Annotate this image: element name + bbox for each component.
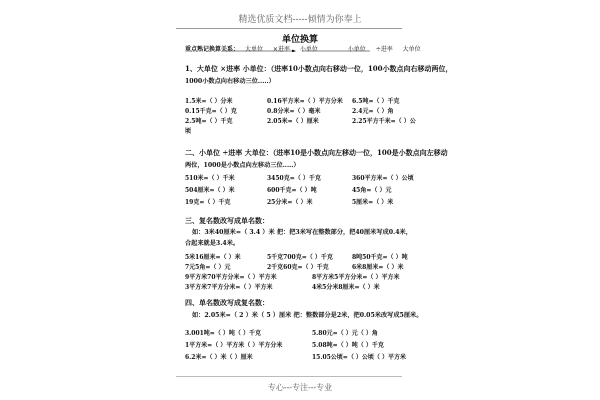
s3-r4-c1: 3平方米7平方分米=（ ）平方米 xyxy=(185,284,273,291)
s1-r3-c2: 2.05米=（ ）厘米 xyxy=(267,118,319,125)
s2-r3-c2: 25分米=（ ）米 xyxy=(267,199,313,206)
s1-r3-c1: 2.5吨=（ ）千克 xyxy=(185,118,233,125)
section4-heading: 四、单名数改写成复名数： xyxy=(185,298,269,307)
s1-r2-c3: 2.4元=（ ）角 xyxy=(352,108,394,115)
s3-r3-c1: 9平方米70平方分米=（ ）平方米 xyxy=(185,274,277,281)
s2-r3-c1: 19克=（ ）千克 xyxy=(185,199,231,206)
s3-r2-c1: 7元5角=（ ）元 xyxy=(185,264,231,271)
s1-r3-c3: 2.25平方千米=（ ）公 xyxy=(352,118,416,125)
key-big2: 大单位 xyxy=(402,46,421,53)
section2-heading: 二、小单位 ÷进率 大单位：（进率10是小数点向左移动一位，100是小数点向左移动 xyxy=(185,148,448,157)
s2-r2-c3: 45角=（ ）元 xyxy=(352,187,392,194)
s2-r1-c2: 3450克=（ ）千克 xyxy=(267,175,321,182)
s4-r3-c1: 6.2米=（ ）米（ ）厘米 xyxy=(185,354,253,361)
doc-footer: 专心---专注---专业 xyxy=(267,383,333,392)
s4-r2-c1: 1平方米=（ ）平方米（ ）平方分米 xyxy=(185,342,283,349)
s1-r1-c2: 0.16平方米=（ ）平方分米 xyxy=(267,98,343,105)
s3-r2-c2: 2千克60克=（ ）千克 xyxy=(267,264,329,271)
doc-title: 单位换算 xyxy=(281,35,318,45)
s1-r1-c3: 6.5吨=（ ）千克 xyxy=(352,98,400,105)
s1-r4-c1: 顷 xyxy=(185,128,192,135)
doc-header: 精选优质文档-----倾情为你奉上 xyxy=(238,15,362,25)
key-big: 大单位 xyxy=(244,46,263,53)
footer-divider xyxy=(176,376,402,377)
key-small: 小单位 xyxy=(299,46,318,53)
s3-r4-c3: 4米5分米8厘米=（ ）米 xyxy=(312,284,380,291)
s1-r2-c2: 0.8分米=（ ）毫米 xyxy=(267,108,321,115)
s3-r2-c3: 6米8厘米=（ ）米 xyxy=(352,264,404,271)
s2-r3-c3: 5厘米=（ ）米 xyxy=(352,199,394,206)
section1-heading2: 1000小数点向右移动三位.....） xyxy=(185,78,275,85)
s3-r1-c3: 8吨50千克=（ ）吨 xyxy=(352,254,408,261)
section2-heading2: 两位，1000是小数点向左移动三位.....） xyxy=(185,162,300,169)
section1-heading: 1、大单位 ×进率 小单位：（进率10小数点向右移动一位，100小数点向右移动两位， xyxy=(185,64,453,73)
s4-r3-c2: 15.05公顷=（ ）公顷（ ）平方米 xyxy=(312,354,406,361)
s3-r1-c2: 5千克700克=（ ）千克 xyxy=(267,254,333,261)
key-arrows xyxy=(222,46,370,52)
header-divider xyxy=(176,28,402,29)
section3-example2: 合起来就是3.4米。 xyxy=(185,240,240,247)
key-rate2: ÷进率 xyxy=(375,46,393,53)
section3-heading: 三、复名数改写成单名数： xyxy=(185,216,269,225)
key-small2: 小单位 xyxy=(347,46,366,53)
s2-r1-c1: 510米=（ ）千米 xyxy=(185,175,235,182)
key-label: 重点熟记换算关系： xyxy=(185,46,240,53)
s1-r1-c1: 1.5米=（ ）分米 xyxy=(185,98,233,105)
s2-r2-c1: 504厘米=（ ）米 xyxy=(185,187,235,194)
s3-r3-c3: 8平方米5平方分米=（ ）平方米 xyxy=(312,274,400,281)
s4-r2-c2: 5.08吨=（ ）吨（ ）千克 xyxy=(312,342,384,349)
key-rate: ×进率 xyxy=(272,46,290,53)
s1-r2-c1: 0.15千克=（ ）克 xyxy=(185,108,237,115)
s2-r1-c3: 360平方米=（ ）公顷 xyxy=(352,175,414,182)
s4-r1-c1: 3.001吨=（ ）吨（ ）千克 xyxy=(185,330,261,337)
s2-r2-c2: 600千克=（ ）吨 xyxy=(267,187,317,194)
s4-r1-c2: 5.80元=（ ）元（ ）角 xyxy=(312,330,378,337)
section3-example: 如：3米40厘米=（ 3.4 ）米 把：把3米写在整数部分，把40厘米写成0.4米， xyxy=(192,229,412,236)
s3-r1-c1: 5米16厘米=（ ）米 xyxy=(185,254,241,261)
section4-example: 如：2.05米=（ 2 ）米（ 5 ）厘米 把：整数部分是2米，把0.05米改写成5厘米。 xyxy=(192,312,423,319)
